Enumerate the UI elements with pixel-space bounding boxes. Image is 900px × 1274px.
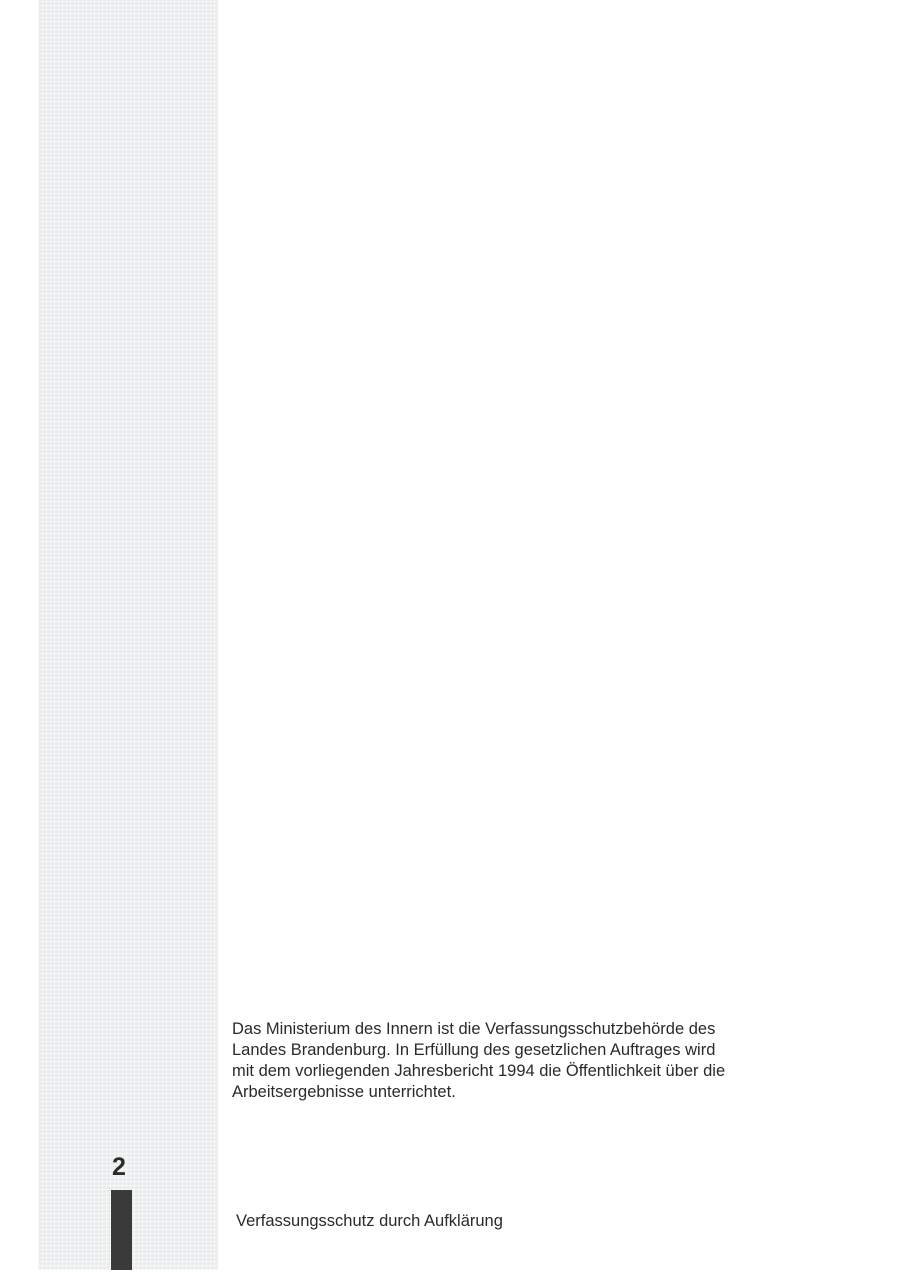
page-number: 2 [112, 1153, 126, 1181]
side-band [38, 0, 218, 1270]
intro-line-1: Das Ministerium des Innern ist die Verfassungsschutzbehörde des [232, 1020, 716, 1038]
footer-title: Verfassungsschutz durch Aufklärung [236, 1212, 503, 1230]
intro-paragraph [232, 1019, 832, 1103]
intro-line-3: mit dem vorliegenden Jahresbericht 1994 die Öffentlichkeit über die [232, 1062, 726, 1080]
page-number-bar [111, 1190, 132, 1270]
intro-line-2: Landes Brandenburg. In Erfüllung des gesetzlichen Auftrages wird [232, 1041, 716, 1059]
intro-line-4: Arbeitsergebnisse unterrichtet. [232, 1083, 456, 1101]
